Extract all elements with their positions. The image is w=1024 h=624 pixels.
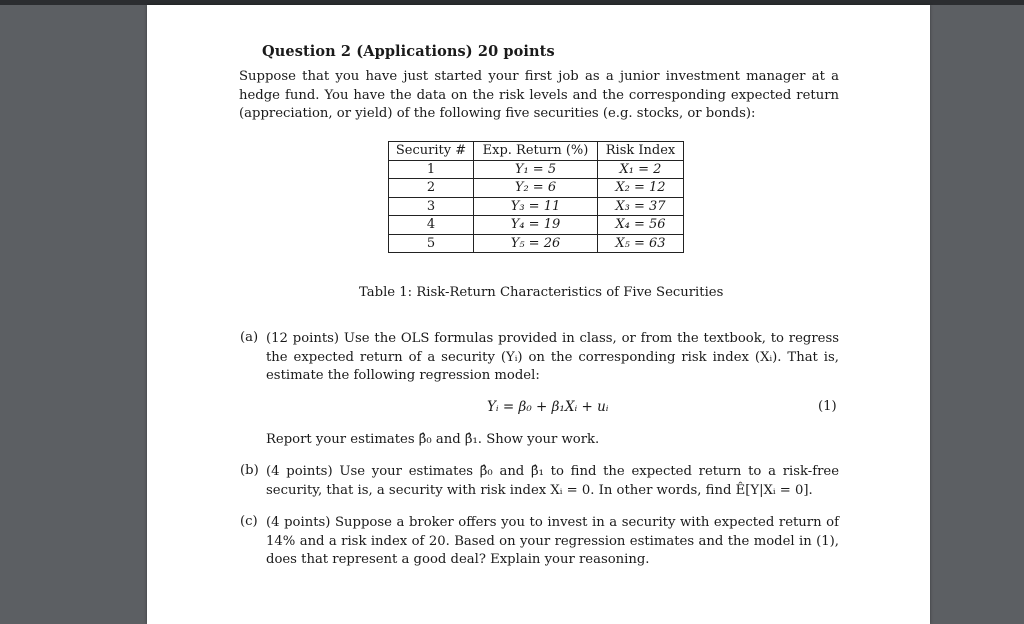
question-intro: Suppose that you have just started your first job as a junior investment manager at a hedge fund. You have the data on the risk levels and the corresponding expected return (appreciation, or yield) of the following five securities (e.g. stocks, or bonds): [239, 69, 839, 121]
document-page [147, 5, 930, 624]
table-row [389, 216, 684, 235]
part-c-text: (4 points) Suppose a broker offers you to invest in a security with expected return of 14% and a risk index of 20. Based on your regression estimates and the model in (1), does that represent a good deal? Explain your reasoning. [266, 515, 839, 567]
part-a-label: (a) [240, 330, 259, 345]
cell-risk: X₅ = 63 [598, 234, 684, 253]
equation-number: (1) [818, 399, 837, 414]
table-row [389, 197, 684, 216]
cell-security: 2 [389, 179, 474, 198]
cell-return: Y₁ = 5 [474, 160, 598, 179]
cell-security: 1 [389, 160, 474, 179]
table-caption: Table 1: Risk-Return Characteristics of Five Securities [359, 285, 724, 300]
cell-return: Y₃ = 11 [474, 197, 598, 216]
table-row [389, 160, 684, 179]
cell-security: 5 [389, 234, 474, 253]
cell-risk: X₂ = 12 [598, 179, 684, 198]
securities-table [388, 141, 684, 253]
part-b-text: (4 points) Use your estimates β̂₀ and β̂₁ to find the expected return to a risk-free security, that is, a security with risk index Xᵢ = 0. In other words, find Ê[Y|Xᵢ = 0]. [266, 464, 839, 498]
cell-security: 4 [389, 216, 474, 235]
table-row [389, 179, 684, 198]
part-a-text: (12 points) Use the OLS formulas provided in class, or from the textbook, to regress the expected return of a security (Yᵢ) on the corresponding risk index (Xᵢ). That is, estimate the following regression model: [266, 331, 839, 383]
question-title: Question 2 (Applications) 20 points [262, 43, 555, 60]
cell-risk: X₄ = 56 [598, 216, 684, 235]
header-risk-index: Risk Index [598, 142, 684, 161]
cell-risk: X₁ = 2 [598, 160, 684, 179]
cell-return: Y₄ = 19 [474, 216, 598, 235]
table-row [389, 234, 684, 253]
part-a-report: Report your estimates β̂₀ and β̂₁. Show your work. [266, 432, 600, 447]
header-exp-return: Exp. Return (%) [474, 142, 598, 161]
part-b-label: (b) [240, 463, 259, 478]
part-c-label: (c) [240, 514, 258, 529]
header-security: Security # [389, 142, 474, 161]
table-header-row [389, 142, 684, 161]
cell-security: 3 [389, 197, 474, 216]
cell-risk: X₃ = 37 [598, 197, 684, 216]
regression-equation: Yᵢ = β₀ + β₁Xᵢ + uᵢ [487, 399, 609, 415]
cell-return: Y₂ = 6 [474, 179, 598, 198]
cell-return: Y₅ = 26 [474, 234, 598, 253]
